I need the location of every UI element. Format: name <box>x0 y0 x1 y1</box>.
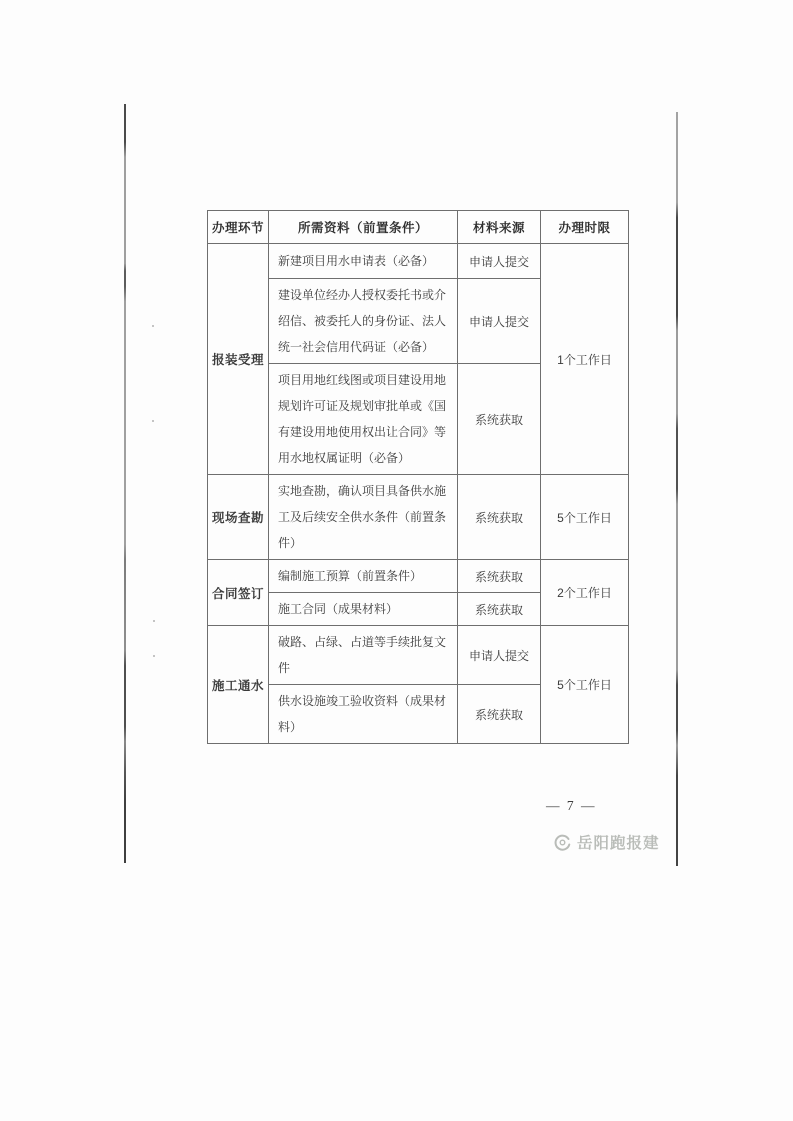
scan-edge-line-left <box>124 104 126 863</box>
scan-edge-line-right <box>676 112 678 866</box>
source-cell: 系统获取 <box>458 593 541 626</box>
watermark-text: 岳阳跑报建 <box>577 835 660 852</box>
material-cell: 新建项目用水申请表（必备） <box>269 244 458 279</box>
source-cell: 申请人提交 <box>458 279 541 364</box>
material-cell: 项目用地红线图或项目建设用地规划许可证及规划审批单或《国有建设用地使用权出让合同》等用水地权属证明（必备） <box>269 364 458 475</box>
watermark-logo-icon <box>553 833 572 852</box>
time-limit-cell: 2个工作日 <box>541 560 629 626</box>
approval-table-body <box>208 244 629 744</box>
scan-speck <box>152 420 154 422</box>
material-cell: 破路、占绿、占道等手续批复文件 <box>269 626 458 685</box>
source-cell: 申请人提交 <box>458 626 541 685</box>
header-required-materials: 所需资料（前置条件） <box>269 211 458 244</box>
time-limit-cell: 5个工作日 <box>541 475 629 560</box>
table-row <box>208 560 629 593</box>
source-cell: 申请人提交 <box>458 244 541 279</box>
table-row <box>208 475 629 560</box>
table-row <box>208 244 629 279</box>
table-header-row <box>208 211 629 244</box>
scan-speck <box>152 325 154 327</box>
material-cell: 施工合同（成果材料） <box>269 593 458 626</box>
header-time-limit: 办理时限 <box>541 211 629 244</box>
material-cell: 实地查勘，确认项目具备供水施工及后续安全供水条件（前置条件） <box>269 475 458 560</box>
material-cell: 编制施工预算（前置条件） <box>269 560 458 593</box>
scan-speck <box>153 620 155 622</box>
source-cell: 系统获取 <box>458 560 541 593</box>
source-cell: 系统获取 <box>458 475 541 560</box>
stage-cell: 现场查勘 <box>208 475 269 560</box>
watermark <box>553 831 660 853</box>
header-material-source: 材料来源 <box>458 211 541 244</box>
source-cell: 系统获取 <box>458 364 541 475</box>
material-cell: 建设单位经办人授权委托书或介绍信、被委托人的身份证、法人统一社会信用代码证（必备） <box>269 279 458 364</box>
time-limit-cell: 5个工作日 <box>541 626 629 744</box>
header-processing-step: 办理环节 <box>208 211 269 244</box>
stage-cell: 合同签订 <box>208 560 269 626</box>
source-cell: 系统获取 <box>458 685 541 744</box>
material-cell: 供水设施竣工验收资料（成果材料） <box>269 685 458 744</box>
table-row <box>208 626 629 685</box>
approval-process-table <box>207 210 629 744</box>
stage-cell: 报装受理 <box>208 244 269 475</box>
time-limit-cell: 1个工作日 <box>541 244 629 475</box>
scan-speck <box>153 655 155 657</box>
page-number: — 7 — <box>546 798 597 813</box>
stage-cell: 施工通水 <box>208 626 269 744</box>
